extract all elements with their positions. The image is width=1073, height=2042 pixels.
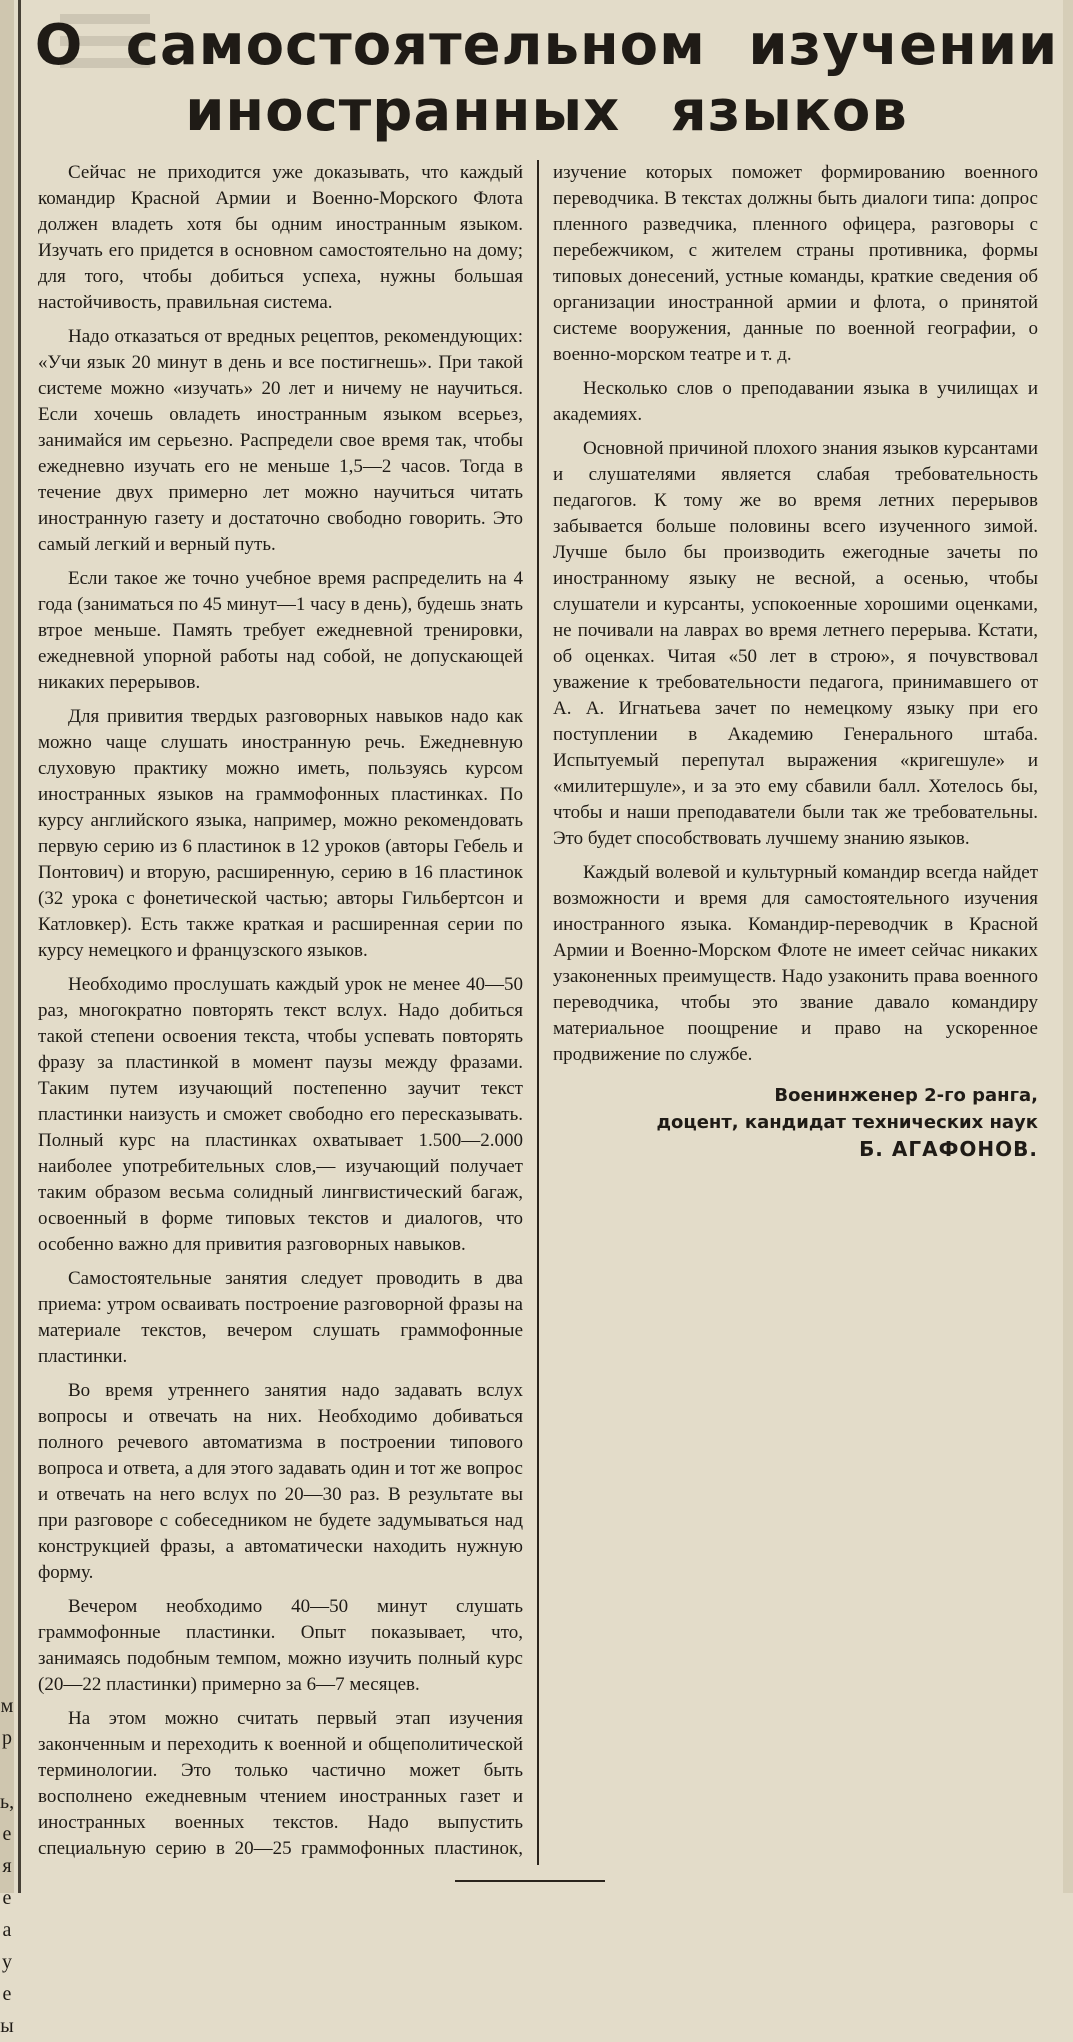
article-paragraph: Надо отказаться от вредных рецептов, рекомендующих: «Учи язык 20 минут в день и все постигнешь». При такой системе можно «изучать» 20 лет и ничему не научиться. Если хочешь овладеть иностранным языком всерьез, занимайся им серьезно. Распредели свое время так, чтобы ежедневно изучать его не меньше 1,5—2 часов. Тогда в течение двух примерно лет можно научиться читать иностранную газету и достаточно свободно говорить. Это самый легкий и верный путь. [38,326,523,555]
article-paragraph: Если такое же точно учебное время распределить на 4 года (заниматься по 45 минут—1 часу в день), будешь знать втрое меньше. Память требует ежедневной тренировки, ежедневной упорной работы над собой, не допускающей никаких перерывов. [38,568,523,693]
fragment-line: е [2,1983,12,2005]
fragment-line: м [0,1695,14,1717]
article-paragraph: На этом можно считать первый этап изучения законченным и переходить к военной и общеполитической терминологии. Это только частично может быть восполнено ежедневным чтением иностранных газет и иностранных военных текстов. Надо выпустить специальную серию в 20—25 граммофонных пластинок, изучение которых поможет формированию военного переводчика. В текстах должны быть диалоги типа: допрос пленного разведчика, пленного офицера, разговоры с перебежчиком, с жителем страны противника, формы типовых донесений, устные команды, краткие сведения об организации иностранной армии и флота, о принятой системе вооружения, данные по военной географии, о военно-морском театре и т. д. [38,162,1038,1859]
article-paragraph: Сейчас не приходится уже доказывать, что каждый командир Красной Армии и Военно-Морского Флота должен владеть хотя бы одним иностранным языком. Изучать его придется в основном самостоятельно на дому; для того, чтобы добиться успеха, нужны большая настойчивость, правильная система. [38,162,523,313]
fragment-line: е [2,1887,12,1909]
page-right-margin [1063,0,1073,1893]
fragment-line: я [2,1855,12,1877]
fragment-line: ы [0,2015,14,2037]
adjacent-column-fragment [0,1690,14,2042]
article-paragraph: Во время утреннего занятия надо задавать вслух вопросы и отвечать на них. Необходимо добиваться полного речевого автоматизма в построении типового вопроса и ответа, а для этого задавать один и тот же вопрос и отвечать на него вслух по 20—30 раз. В результате вы при разговоре с собеседником не будете задумываться над конструкцией фразы, а автоматически находить нужную форму. [38,1380,523,1583]
author-rank: Военинженер 2-го ранга, [774,1085,1038,1106]
author-signature [553,1082,1038,1163]
footer-rule [455,1880,605,1882]
article-headline [30,12,1063,146]
author-name: Б. АГАФОНОВ. [859,1137,1038,1161]
article-body [38,160,1038,1865]
fragment-line [0,1754,14,1786]
article-paragraph: Самостоятельные занятия следует проводить в два приема: утром осваивать построение разговорной фразы на материале текстов, вечером слушать граммофонные пластинки. [38,1268,523,1367]
fragment-line: е [2,1823,12,1845]
fragment-line: ь, [0,1791,15,1813]
article-paragraph: Вечером необходимо 40—50 минут слушать граммофонные пластинки. Опыт показывает, что, занимаясь подобным темпом, можно изучить полный курс (20—22 пластинки) примерно за 6—7 месяцев. [38,1596,523,1695]
fragment-line: р [2,1727,12,1749]
headline-line-1: О самостоятельном изучении [34,13,1059,78]
author-title: доцент, кандидат технических наук [656,1112,1038,1133]
fragment-line: у [2,1951,12,1973]
article-paragraph: Для привития твердых разговорных навыков надо как можно чаще слушать иностранную речь. Ежедневную слуховую практику можно иметь, пользуясь курсом иностранных языков на граммофонных пластинках. По курсу английского языка, например, можно рекомендовать первую серию из 6 пластинок в 12 уроков (авторы Гебель и Понтович) и вторую, расширенную, серию в 16 пластинок (32 урока с фонетической частью; авторы Гильбертсон и Катловкер). Есть также краткая и расширенная серии по курсу немецкого и французского языков. [38,706,523,961]
headline-line-2: иностранных языков [185,79,908,144]
article-paragraph: Каждый волевой и культурный командир всегда найдет возможности и время для самостоятельного изучения иностранного языка. Командир-переводчик в Красной Армии и Военно-Морском Флоте не имеет сейчас никаких узаконенных преимуществ. Надо узаконить права военного переводчика, чтобы это звание давало командиру материальное поощрение и право на ускоренное продвижение по службе. [553,862,1038,1065]
page-left-margin [0,0,14,1893]
column-border-rule [18,0,21,1893]
article-paragraph: Основной причиной плохого знания языков курсантами и слушателями является слабая требовательность педагогов. К тому же во время летних перерывов забывается больше половины всего изученного зимой. Лучше было бы производить ежегодные зачеты по иностранному языку не весной, а осенью, чтобы слушатели и курсанты, успокоенные хорошими оценками, не почивали на лаврах во время летнего перерыва. Кстати, об оценках. Читая «50 лет в строю», я почувствовал уважение к требовательности педагога, принимавшего от А. А. Игнатьева зачет по немецкому языку при его поступлении в Академию Генерального штаба. Испытуемый перепутал выражения «кригешуле» и «милитершуле», и за это ему сбавили балл. Хотелось бы, чтобы и наши преподаватели были так же требовательны. Это будет способствовать лучшему знанию языков. [553,438,1038,849]
fragment-line: а [2,1919,12,1941]
article-paragraph: Несколько слов о преподавании языка в училищах и академиях. [553,378,1038,425]
article-paragraph: Необходимо прослушать каждый урок не менее 40—50 раз, многократно повторять текст вслух. Надо добиться такой степени освоения текста, чтобы успевать повторять фразу за пластинкой в момент паузы между фразами. Таким путем изучающий постепенно заучит текст пластинки наизусть и сможет свободно его пересказывать. Полный курс на пластинках охватывает 1.500—2.000 наиболее употребительных слов,— изучающий получает таким образом весьма солидный лингвистический багаж, освоенный в форме типовых текстов и диалогов, что особенно важно для привития разговорных навыков. [38,974,523,1255]
